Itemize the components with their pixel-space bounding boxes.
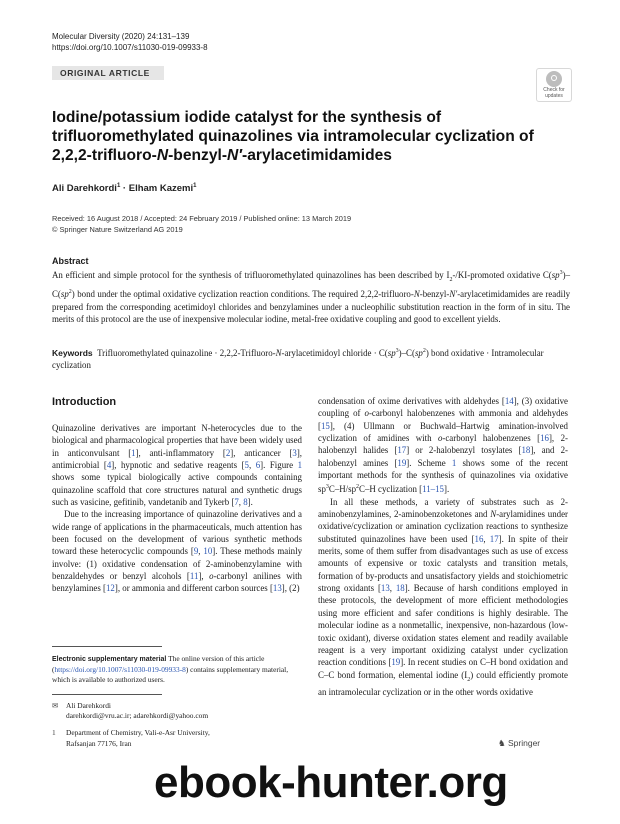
ref-link[interactable]: 19 [391, 657, 401, 668]
figure-link[interactable]: 1 [297, 460, 302, 471]
journal-doi[interactable]: https://doi.org/10.1007/s11030-019-09933-8 [52, 43, 208, 52]
ref-link[interactable]: 16 [540, 433, 549, 444]
check-updates-icon [546, 71, 562, 87]
abstract-body: An efficient and simple protocol for the synthesis of trifluoromethylated quinazolines has been described by $I_2-/KI$-promoted oxidative $C(sp^3)-C(sp^2)$ bond under the optimal oxidative cyclization reaction conditions. The required 2,2,2-trifluoro-N-benzyl-N′-arylacetimidamides are readily prepared from the corresponding acetimidoyl chlorides and benzylamines under a nucleophilic substitution reaction in the form of in situ. The merits of this protocol are the use of inexpensive molecular iodine, metal-free oxidative coupling and good to excellent yields. [52, 269, 571, 324]
author-2[interactable]: Elham Kazemi [128, 183, 194, 195]
ref-link[interactable]: 4 [106, 460, 112, 471]
ref-link[interactable]: 8 [243, 497, 248, 508]
paragraph: Quinazoline derivatives are important N-heterocycles due to the biological and pharmacological properties that have been widely used in anticonvulsant [1], anti-inflammatory [2], anticancer [3], antimicrobial [4], hypnotic and sedative reagents [5, 6]. Figure 1 shows some typical biologically active compounds containing quinazoline scaffold that core structures natural and synthetic drugs such as vasicine, gefitinib, vandetanib and Tykerb [7, 8]. [52, 423, 303, 508]
author-1[interactable]: Ali Darehkordi [52, 183, 117, 195]
ref-link[interactable]: 10 [203, 546, 213, 557]
ref-link[interactable]: 13 [272, 583, 282, 594]
footnote-divider [52, 694, 162, 695]
body-column-right [318, 395, 568, 698]
ref-link[interactable]: 14 [504, 396, 514, 406]
ref-link[interactable]: 17 [397, 445, 407, 456]
author-contact: ✉ Ali Darehkordi darehkordi@vru.ac.ir; adarehkordi@yahoo.com 1 Department of Chemistry, Vali-e-Asr University, Rafsanjan 77176, Iran [52, 698, 302, 749]
abstract-heading: Abstract [52, 256, 89, 266]
keywords: Keywords Trifluoromethylated quinazoline · 2,2,2-Trifluoro-N-arylacetimidoyl chloride · $C(sp^3)-C(sp^2)$ bond oxidative · Intramolecular cyclization [52, 347, 544, 371]
check-updates-label: Check for updates [543, 87, 565, 99]
ref-link[interactable]: 19 [397, 457, 407, 468]
ref-link[interactable]: 11–15 [422, 484, 444, 495]
author-list: Ali Darehkordi$^1$ · Elham Kazemi$^1$ [52, 183, 197, 195]
watermark: ebook-hunter.org [154, 758, 508, 807]
paragraph: In all these methods, a variety of substrates such as 2-aminobenzylamines, 2-aminobenzoketones and N-arylamidines under oxidative/cyclization or amination cyclization reactions to synthesize substituted quinazolines have been used [16, 17]. In spite of their merits, some of them suffer from disadvantages such as use of excess amounts of expensive or toxic catalysts and transition metals, formation of by-products and unsatisfactory yields and stoichiometric strong oxidants [13, 18]. Because of harsh conditions employed in these protocols, the development of more efficient methodologies using more efficient and safer conditions is highly desirable. The molecular iodine as a nonmetallic, inexpensive, non-hazardous (low-toxic oxidant), diverse oxidation states element and readily available reagent is a very important oxidizing catalyst under cyclization reaction conditions [19]. In recent studies on C–H bond oxidation and C–C bond formation, elemental iodine $(I_2)$ could efficiently promote an intramolecular cyclization or in the other words oxidative [318, 496, 569, 697]
article-type-badge: ORIGINAL ARTICLE [52, 66, 164, 80]
article-title: Iodine/potassium iodide catalyst for the synthesis of trifluoromethylated quinazolines via intramolecular cyclization of 2,2,2-trifluoro-N-benzyl-N′-arylacetimidamides [52, 109, 534, 164]
ref-link[interactable]: 11 [189, 571, 199, 582]
ref-link[interactable]: 5 [244, 460, 249, 471]
springer-horse-icon: ♞ [498, 738, 506, 748]
ref-link[interactable]: 17 [489, 533, 499, 544]
ref-link[interactable]: 6 [255, 460, 261, 471]
envelope-icon: ✉ [52, 701, 59, 710]
footnote-divider [52, 646, 162, 647]
ref-link[interactable]: 16 [474, 533, 484, 544]
body-column-left [52, 422, 302, 595]
ref-link[interactable]: 15 [320, 420, 330, 431]
journal-header [52, 31, 208, 53]
check-for-updates-button[interactable] [536, 68, 572, 102]
supplementary-link[interactable]: https://doi.org/10.1007/s11030-019-09933-8 [54, 665, 186, 675]
springer-logo: ♞ Springer [498, 738, 541, 748]
ref-link[interactable]: 1 [131, 447, 136, 458]
keywords-label: Keywords [52, 347, 93, 358]
publication-dates: Received: 16 August 2018 / Accepted: 24 February 2019 / Published online: 13 March 2019 © Springer Nature Switzerland AG 2019 [52, 214, 352, 234]
ref-link[interactable]: 18 [395, 583, 405, 594]
ref-link[interactable]: 18 [521, 445, 531, 456]
author-emails[interactable]: darehkordi@vru.ac.ir; adarehkordi@yahoo.com [66, 711, 209, 721]
ref-link[interactable]: 13 [380, 583, 390, 594]
ref-link[interactable]: 2 [225, 447, 231, 458]
section-heading-introduction: Introduction [52, 396, 117, 408]
scheme-link[interactable]: 1 [451, 457, 457, 468]
ref-link[interactable]: 12 [105, 583, 115, 594]
ref-link[interactable]: 3 [292, 447, 297, 458]
ref-link[interactable]: 9 [193, 546, 199, 557]
journal-citation: Molecular Diversity (2020) 24:131–139 [52, 32, 190, 41]
supplementary-note: Electronic supplementary material The online version of this article (https://doi.org/10.1007/s11030-019-09933-8) contains supplementary material, which is available to authorized users. [52, 654, 289, 685]
paragraph: condensation of oxime derivatives with aldehydes [14], (3) oxidative coupling of o-carbonyl halobenzenes with ammonia and aldehydes [15], (4) Ullmann or Buchwald–Hartwig amination-involved cyclization of amidines with o-carbonyl halobenzenes [16], 2-halobenzyl halides [17] or 2-halobenzyl tosylates [18], and 2-halobenzyl amines [19]. Scheme 1 shows some of the recent important methods for the synthesis of quinazolines via oxidative $sp^3C-H/sp^2C-H$ cyclization [11–15]. [318, 396, 568, 495]
paragraph: Due to the increasing importance of quinazoline derivatives and a wide range of applications in the pharmaceuticals, much attention has been focused on the development of various synthetic methods toward these heterocyclic compounds [9, 10]. These methods mainly involve: (1) oxidative condensation of 2-aminobenzylamine with benzaldehydes or benzyl alcohols [11], o-carbonyl anilines with benzylamines [12], or ammonia and different carbon sources [13], (2) [52, 509, 303, 594]
ref-link[interactable]: 7 [234, 497, 239, 508]
